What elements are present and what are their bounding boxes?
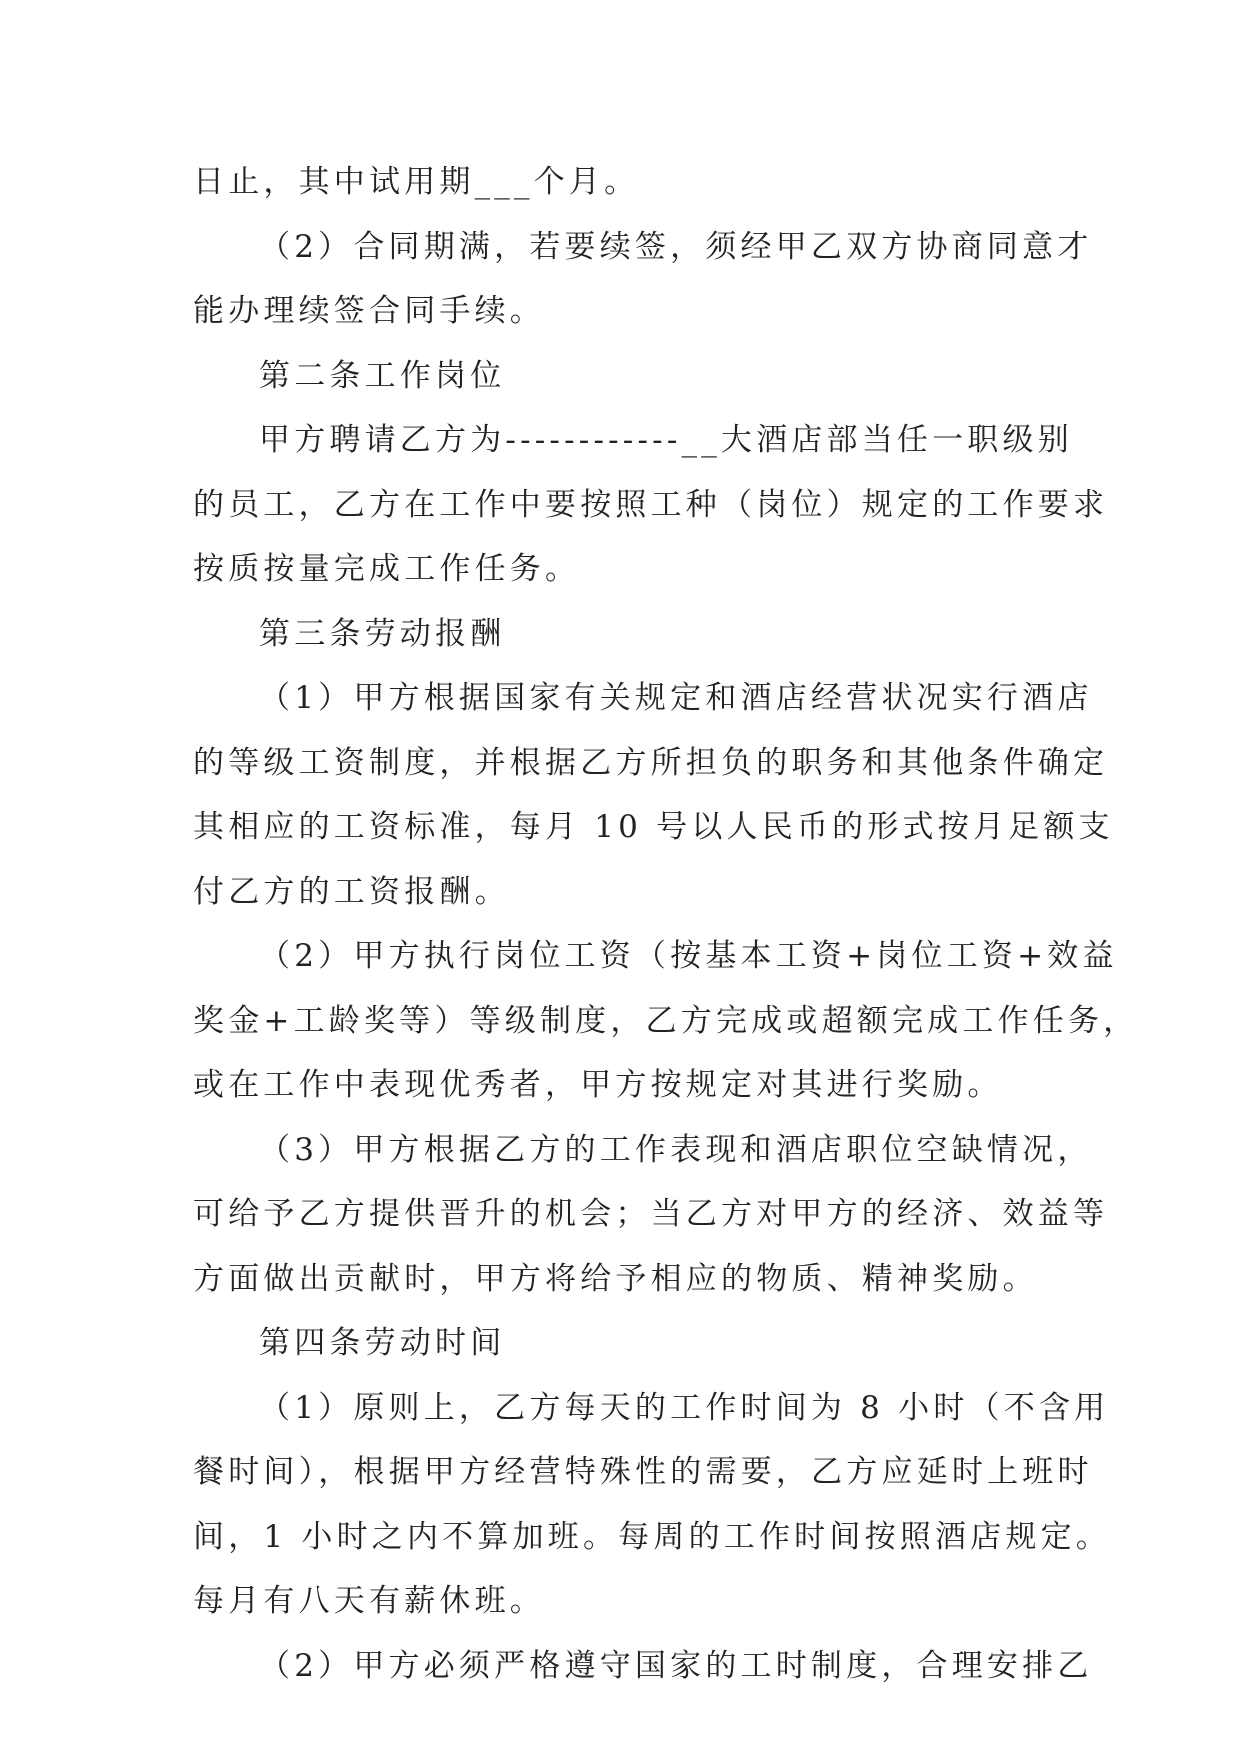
text-line: 间，1 小时之内不算加班。每周的工作时间按照酒店规定。 [193, 1518, 1111, 1555]
text-line: 能办理续签合同手续。 [193, 293, 545, 329]
text-line: （1）原则上，乙方每天的工作时间为 8 小时（不含用 [259, 1389, 1110, 1426]
paragraph-pay-3 [193, 1118, 1109, 1312]
text-line: （2）甲方必须严格遵守国家的工时制度，合理安排乙 [259, 1647, 1093, 1684]
text-line: 可给予乙方提供晋升的机会；当乙方对甲方的经济、效益等 [193, 1196, 1109, 1232]
text-line: （2）合同期满，若要续签，须经甲乙双方协商同意才 [259, 228, 1093, 265]
text-line: 奖金+工龄奖等）等级制度，乙方完成或超额完成工作任务， [193, 1002, 1139, 1039]
paragraph-probation-end [193, 150, 1053, 215]
text-line: 每月有八天有薪休班。 [193, 1583, 545, 1619]
text-line: 的等级工资制度，并根据乙方所担负的职务和其他条件确定 [193, 744, 1109, 781]
paragraph-hours-1 [193, 1376, 1111, 1634]
text-line: 日止，其中试用期___个月。 [193, 164, 640, 200]
section-heading: 第三条劳动报酬 [259, 615, 506, 652]
section-heading: 第四条劳动时间 [259, 1325, 506, 1361]
section-heading-article-3 [193, 602, 1053, 667]
text-line: （3）甲方根据乙方的工作表现和酒店职位空缺情况， [259, 1131, 1093, 1168]
paragraph-pay-1 [193, 666, 1114, 924]
section-heading-article-2 [193, 344, 1053, 409]
text-line: 方面做出贡献时，甲方将给予相应的物质、精神奖励。 [193, 1260, 1038, 1297]
paragraph-pay-2 [193, 924, 1139, 1118]
paragraph-renewal [193, 215, 1093, 344]
text-line: （2）甲方执行岗位工资（按基本工资+岗位工资+效益 [259, 938, 1118, 974]
section-heading-article-4 [193, 1311, 1053, 1376]
text-line: （1）甲方根据国家有关规定和酒店经营状况实行酒店 [259, 680, 1093, 716]
text-line: 其相应的工资标准，每月 10 号以人民币的形式按月足额支 [193, 809, 1114, 845]
paragraph-hours-2 [193, 1634, 1093, 1699]
text-line: 餐时间），根据甲方经营特殊性的需要，乙方应延时上班时 [193, 1454, 1093, 1490]
text-line: 甲方聘请乙方为------------__大酒店部当任一职级别 [259, 422, 1073, 458]
text-line: 付乙方的工资报酬。 [193, 873, 510, 910]
text-line: 按质按量完成工作任务。 [193, 551, 581, 587]
text-line: 的员工，乙方在工作中要按照工种（岗位）规定的工作要求 [193, 486, 1109, 523]
paragraph-job-position [193, 408, 1109, 602]
text-line: 或在工作中表现优秀者，甲方按规定对其进行奖励。 [193, 1067, 1003, 1103]
section-heading: 第二条工作岗位 [259, 357, 506, 394]
document-page [193, 150, 1139, 1698]
